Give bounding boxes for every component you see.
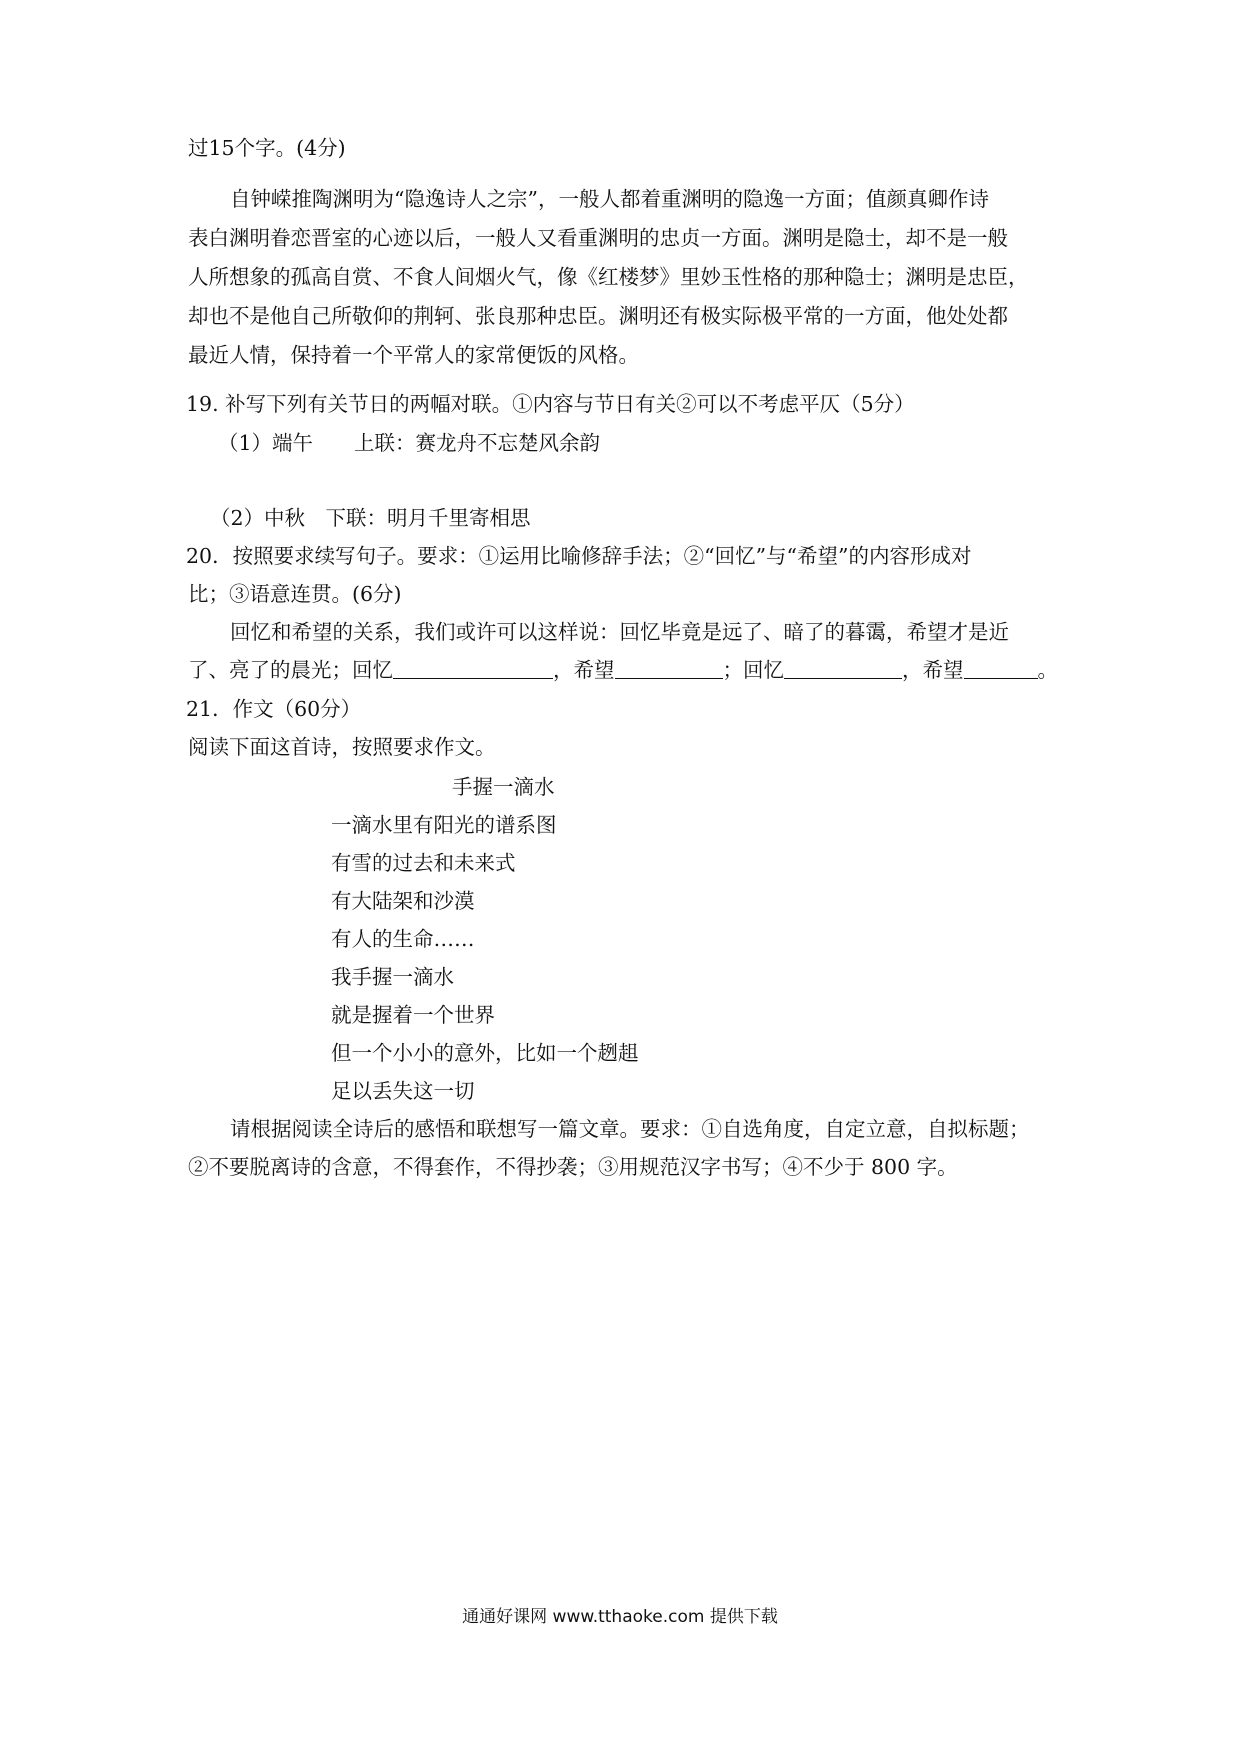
passage-line: 却也不是他自己所敬仰的荆轲、张良那种忠臣。渊明还有极实际极平常的一方面，他处处都: [188, 304, 1008, 328]
q20-text-line-2: [188, 655, 1058, 685]
q20-title-line-2: 比；③语意连贯。(6分): [188, 582, 402, 606]
poem-line: 我手握一滴水: [331, 965, 454, 989]
page-footer: 通通好课网 www.tthaoke.com 提供下载: [462, 1607, 778, 1627]
answer-blank-4[interactable]: [964, 658, 1038, 679]
q20-text-b: ；回忆: [722, 658, 784, 682]
passage-line: 最近人情，保持着一个平常人的家常便饭的风格。: [188, 343, 639, 367]
poem-line: 有大陆架和沙漠: [331, 889, 475, 913]
q18-tail: 过15个字。(4分): [188, 136, 346, 160]
poem-line: 一滴水里有阳光的谱系图: [331, 813, 557, 837]
q20-text-start: 了、亮了的晨光；回忆: [188, 658, 393, 682]
q20-text-a: ，希望: [553, 658, 615, 682]
passage-line: 表白渊明眷恋晋室的心迹以后，一般人又看重渊明的忠贞一方面。渊明是隐士，却不是一般: [188, 226, 1008, 250]
q21-intro: 阅读下面这首诗，按照要求作文。: [188, 735, 496, 759]
q20-text-line-1: 回忆和希望的关系，我们或许可以这样说：回忆毕竟是远了、暗了的暮霭，希望才是近: [230, 620, 1009, 644]
poem-line: 就是握着一个世界: [331, 1003, 495, 1027]
answer-blank-2[interactable]: [615, 658, 723, 679]
q20-text-c: ，希望: [902, 658, 964, 682]
q21-title: 21．作文（60分）: [186, 697, 362, 721]
q20-text-end: 。: [1037, 658, 1058, 682]
q21-requirement-line-2: ②不要脱离诗的含意，不得套作，不得抄袭；③用规范汉字书写；④不少于 800 字。: [188, 1155, 958, 1179]
poem-title: 手握一滴水: [452, 775, 555, 799]
poem-line: 但一个小小的意外，比如一个趔趄: [331, 1041, 639, 1065]
poem-line: 有雪的过去和未来式: [331, 851, 516, 875]
q19-item-2: （2）中秋 下联：明月千里寄相思: [210, 506, 531, 530]
q20-title-line-1: 20．按照要求续写句子。要求：①运用比喻修辞手法；②“回忆”与“希望”的内容形成对: [186, 544, 972, 568]
q19-item-1: （1）端午 上联：赛龙舟不忘楚风余韵: [218, 431, 601, 455]
poem-line: 足以丢失这一切: [331, 1079, 475, 1103]
answer-blank-1[interactable]: [393, 658, 553, 679]
q21-requirement-line-1: 请根据阅读全诗后的感悟和联想写一篇文章。要求：①自选角度，自定立意，自拟标题；: [230, 1117, 1030, 1141]
answer-blank-3[interactable]: [784, 658, 902, 679]
poem-line: 有人的生命……: [331, 927, 475, 951]
passage-line: 自钟嵘推陶渊明为“隐逸诗人之宗”，一般人都着重渊明的隐逸一方面；值颜真卿作诗: [230, 187, 989, 211]
q19-title: 19. 补写下列有关节日的两幅对联。①内容与节日有关②可以不考虑平仄（5分）: [186, 392, 915, 416]
passage-line: 人所想象的孤高自赏、不食人间烟火气，像《红楼梦》里妙玉性格的那种隐士；渊明是忠臣，: [188, 265, 1029, 289]
